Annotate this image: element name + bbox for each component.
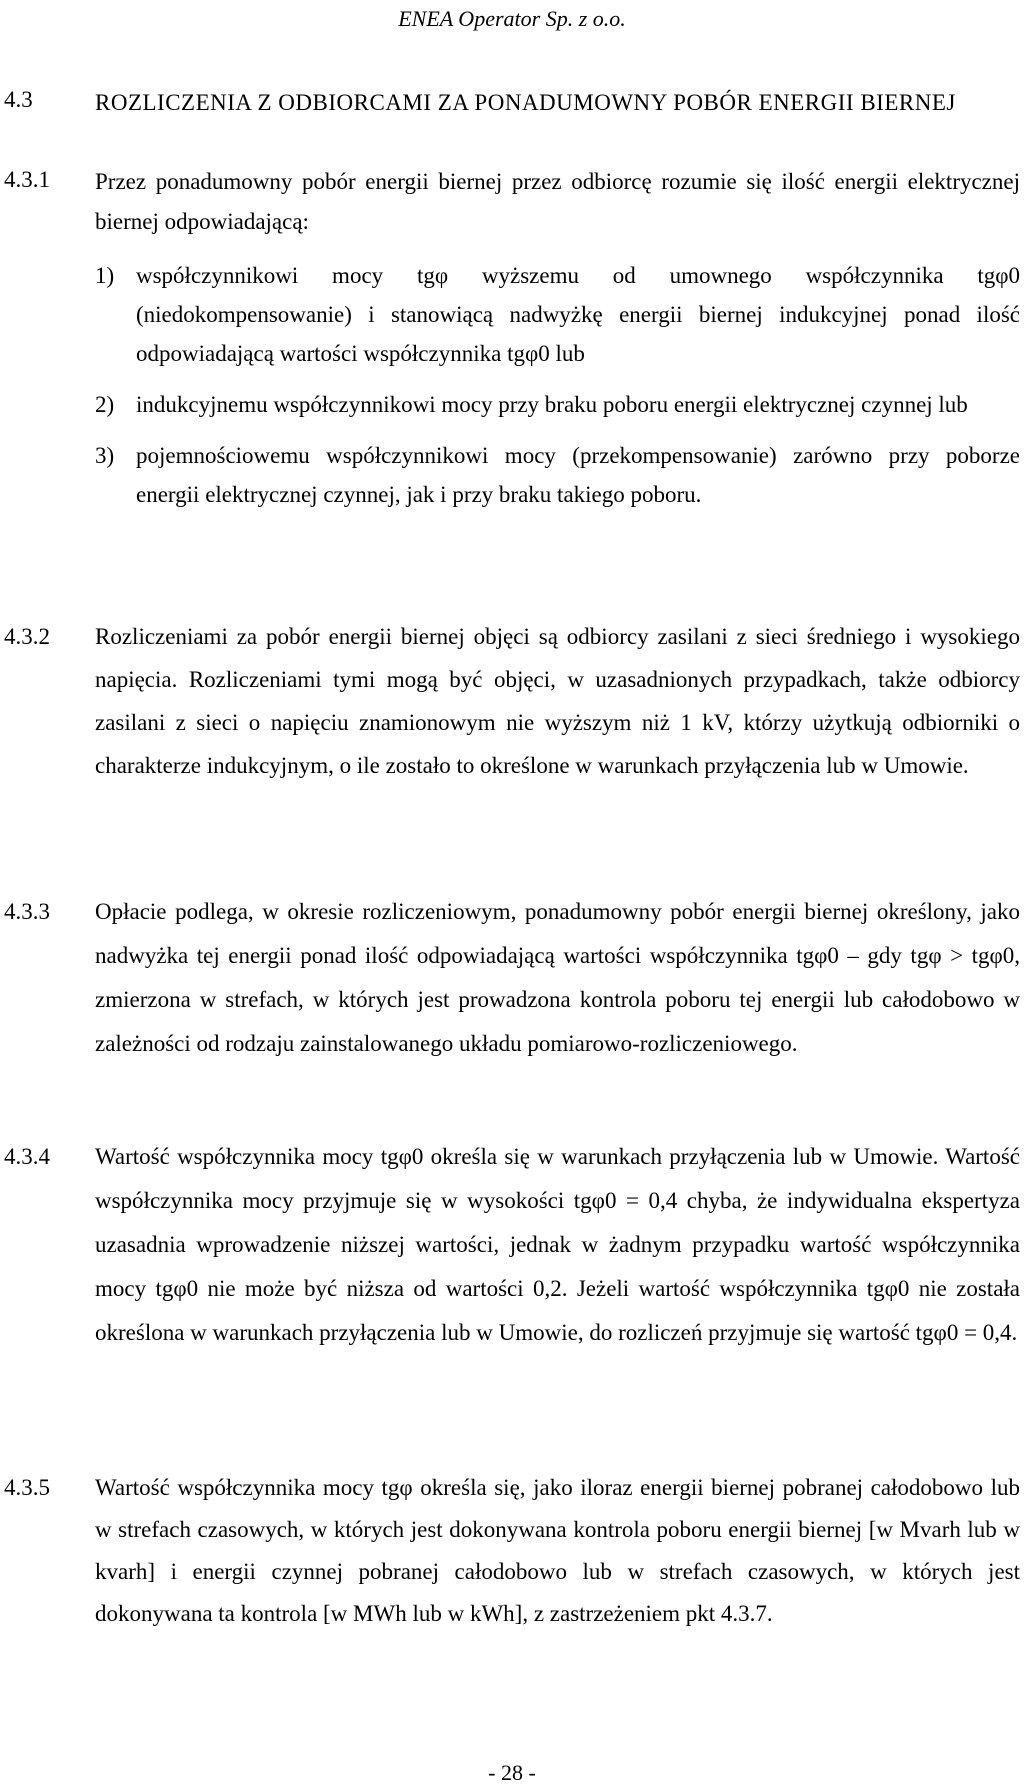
paragraph-text: Wartość współczynnika mocy tgφ0 określa się w warunkach przyłączenia lub w Umowie. Wartość współczynnika mocy przyjmuje się w wysokości tgφ0 = 0,4 chyba, że indywidualna ekspertyza uzasadnia wprowadzenie niższej wartości, jednak w żadnym przypadku wartość współczynnika mocy tgφ0 nie może być niższa od wartości 0,2. Jeżeli wartość współczynnika tgφ0 nie została określona w warunkach przyłączenia lub w Umowie, do rozliczeń przyjmuje się wartość tgφ0 = 0,4. (95, 1144, 1020, 1345)
paragraph-text: Wartość współczynnika mocy tgφ określa się, jako iloraz energii biernej pobranej całodobowo lub w strefach czasowych, w których jest dokonywana kontrola poboru energii biernej [w Mvarh lub w kvarh] i energii czynnej pobranej całodobowo lub w strefach czasowych, w których jest dokonywana ta kontrola [w MWh lub w kWh], z zastrzeżeniem pkt 4.3.7. (95, 1475, 1020, 1626)
paragraph-4-3-2 (4, 615, 1020, 787)
paragraph-number: 4.3.5 (4, 1475, 50, 1500)
paragraph-4-3-1 (4, 162, 1020, 526)
list-item-number: 2) (95, 392, 115, 417)
definition-list (95, 256, 1020, 514)
section-heading (4, 82, 1020, 124)
list-item-number: 3) (95, 443, 115, 468)
paragraph-number: 4.3.2 (4, 624, 50, 649)
list-item-text: pojemnościowemu współczynnikowi mocy (przekompensowanie) zarówno przy poborze energii elektrycznej czynnej, jak i przy braku takiego poboru. (136, 443, 1020, 507)
paragraph-text: Opłacie podlega, w okresie rozliczeniowym, ponadumowny pobór energii biernej określony, jako nadwyżka tej energii ponad ilość odpowiadającą wartości współczynnika tgφ0 – gdy tgφ > tgφ0, zmierzona w strefach, w których jest prowadzona kontrola poboru tej energii lub całodobowo w zależności od rodzaju zainstalowanego układu pomiarowo-rozliczeniowego. (95, 899, 1021, 1056)
paragraph-text: Rozliczeniami za pobór energii biernej objęci są odbiorcy zasilani z sieci średniego i wysokiego napięcia. Rozliczeniami tymi mogą być objęci, w uzasadnionych przypadkach, także odbiorcy zasilani z sieci o napięciu znamionowym nie wyższym niż 1 kV, którzy użytkują odbiorniki o charakterze indukcyjnym, o ile zostało to określone w warunkach przyłączenia lub w Umowie. (95, 624, 1020, 778)
paragraph-number: 4.3.4 (4, 1144, 50, 1169)
paragraph-4-3-5 (4, 1467, 1020, 1635)
list-item (95, 385, 1020, 424)
paragraph-number: 4.3.1 (4, 167, 50, 192)
paragraph-4-3-4 (4, 1135, 1020, 1355)
list-item (95, 256, 1020, 373)
page-number: - 28 - (488, 1760, 536, 1785)
list-item (95, 436, 1020, 514)
list-item-text: współczynnikowi mocy tgφ wyższemu od umownego współczynnika tgφ0 (niedokompensowanie) i stanowiącą nadwyżkę energii biernej indukcyjnej ponad ilość odpowiadającą wartości współczynnika tgφ0 lub (136, 263, 1020, 366)
section-number: 4.3 (4, 87, 33, 112)
paragraph-4-3-3 (4, 890, 1020, 1066)
section-title: ROZLICZENIA Z ODBIORCAMI ZA PONADUMOWNY POBÓR ENERGII BIERNEJ (95, 90, 956, 115)
paragraph-text: Przez ponadumowny pobór energii biernej przez odbiorcę rozumie się ilość energii elektrycznej biernej odpowiadającą: (95, 169, 1020, 234)
list-item-number: 1) (95, 263, 115, 288)
page-header: ENEA Operator Sp. z o.o. (398, 6, 626, 31)
paragraph-number: 4.3.3 (4, 899, 50, 924)
list-item-text: indukcyjnemu współczynnikowi mocy przy braku poboru energii elektrycznej czynnej lub (136, 392, 968, 417)
